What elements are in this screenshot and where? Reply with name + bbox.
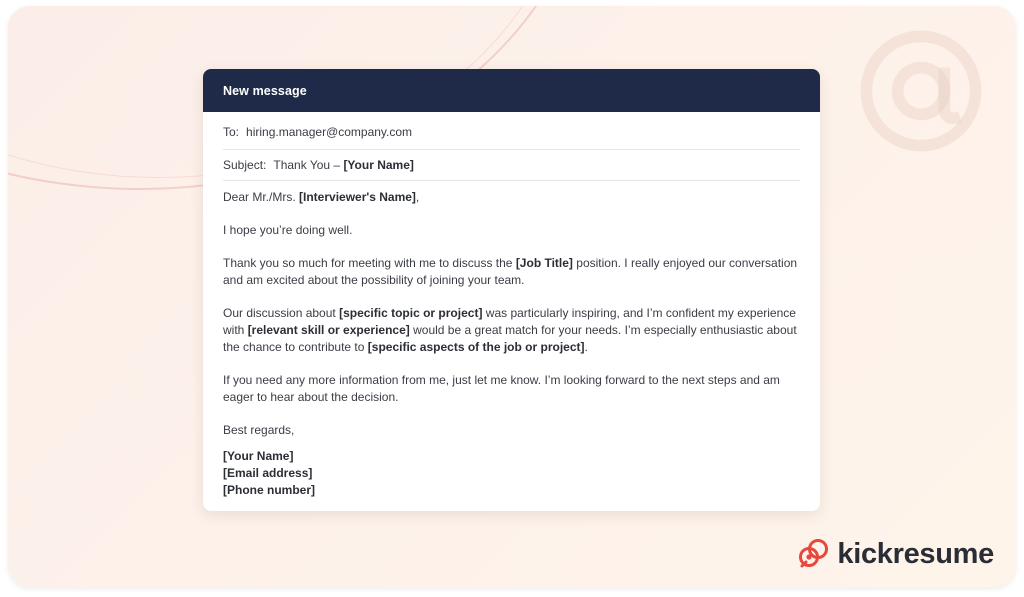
email-body — [203, 112, 820, 499]
paragraph-2 — [223, 255, 800, 289]
background-frame — [8, 6, 1016, 587]
closing-line: Best regards, — [223, 423, 295, 437]
signature-name: [Your Name] — [223, 449, 294, 463]
signature-email: [Email address] — [223, 466, 313, 480]
message-text[interactable] — [223, 189, 800, 499]
subject-value[interactable] — [273, 158, 414, 172]
subject-placeholder: [Your Name] — [343, 158, 414, 172]
to-field[interactable] — [223, 112, 800, 150]
to-label: To: — [223, 124, 240, 139]
kickresume-logo-icon — [796, 537, 830, 571]
p2-text: Thank you so much for meeting with me to discuss the — [223, 256, 513, 270]
paragraph-1: I hope you’re doing well. — [223, 223, 353, 237]
signature-phone: [Phone number] — [223, 483, 315, 497]
subject-label: Subject: — [223, 158, 267, 172]
paragraph-4: If you need any more information from me, just let me know. I’m looking forward to the next steps and am eager to hear about the decision. — [223, 373, 780, 404]
paragraph-3 — [223, 305, 800, 356]
p3-text: would be a great match for your needs. I’m especially enthusiastic about the chance to contribute to — [223, 323, 797, 354]
greeting-prefix: Dear Mr./Mrs. — [223, 190, 296, 204]
p3-text: Our discussion about — [223, 306, 336, 320]
subject-field[interactable] — [223, 150, 800, 181]
signature-block — [223, 448, 800, 499]
p2-placeholder: [Job Title] — [515, 256, 573, 270]
p3-placeholder: [relevant skill or experience] — [247, 323, 410, 337]
greeting-placeholder: [Interviewer's Name] — [299, 190, 416, 204]
email-compose-window — [203, 69, 820, 511]
window-title: New message — [223, 83, 307, 98]
p3-placeholder: [specific topic or project] — [339, 306, 483, 320]
greeting-line — [223, 189, 800, 206]
p3-text: . — [584, 340, 588, 354]
p2-text: position. I really enjoyed our conversation and am excited about the possibility of joining your team. — [223, 256, 798, 287]
p3-placeholder: [specific aspects of the job or project] — [367, 340, 585, 354]
subject-text: Thank You – — [273, 158, 341, 172]
at-sign-icon — [856, 26, 986, 156]
brand-logo — [796, 537, 994, 571]
p3-text: was particularly inspiring, and I’m confident my experience with — [223, 306, 796, 337]
greeting-suffix: , — [415, 190, 420, 204]
window-header — [203, 69, 820, 112]
brand-name: kickresume — [837, 537, 994, 570]
to-value[interactable]: hiring.manager@company.com — [246, 124, 413, 139]
